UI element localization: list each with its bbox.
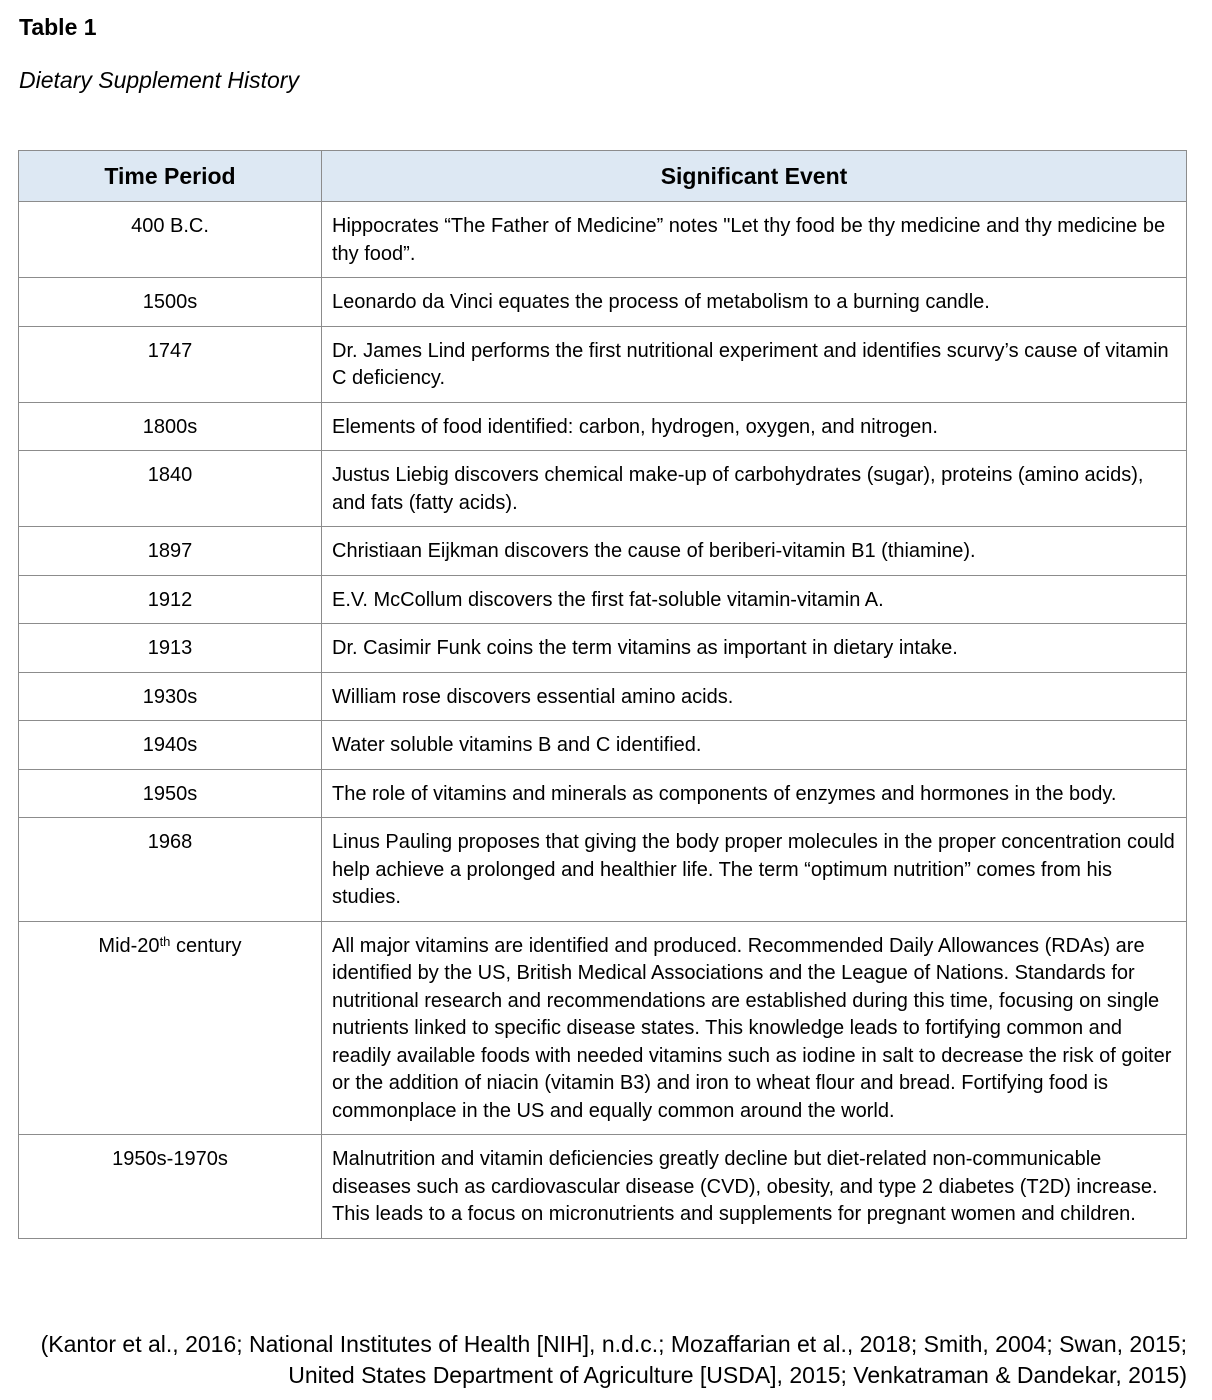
table-title: Dietary Supplement History bbox=[19, 67, 299, 93]
event-cell: Leonardo da Vinci equates the process of metabolism to a burning candle. bbox=[322, 278, 1187, 327]
table-row bbox=[19, 527, 1187, 576]
event-cell: Elements of food identified: carbon, hydrogen, oxygen, and nitrogen. bbox=[322, 402, 1187, 451]
event-cell: Dr. James Lind performs the first nutritional experiment and identifies scurvy’s cause of vitamin C deficiency. bbox=[322, 326, 1187, 402]
table-row bbox=[19, 1135, 1187, 1239]
event-cell: Water soluble vitamins B and C identified. bbox=[322, 721, 1187, 770]
time-period-cell: 400 B.C. bbox=[19, 202, 322, 278]
time-period-cell: 1950s bbox=[19, 769, 322, 818]
period-prefix: Mid-20 bbox=[98, 934, 160, 957]
table-row bbox=[19, 769, 1187, 818]
time-period-cell: 1950s-1970s bbox=[19, 1135, 322, 1239]
time-period-cell: 1968 bbox=[19, 818, 322, 922]
table-row bbox=[19, 721, 1187, 770]
time-period-cell: 1940s bbox=[19, 721, 322, 770]
event-cell: Hippocrates “The Father of Medicine” notes "Let thy food be thy medicine and thy medicine be thy food”. bbox=[322, 202, 1187, 278]
time-period-cell: 1500s bbox=[19, 278, 322, 327]
table-row bbox=[19, 202, 1187, 278]
column-header-significant-event: Significant Event bbox=[322, 151, 1187, 202]
event-cell: Dr. Casimir Funk coins the term vitamins as important in dietary intake. bbox=[322, 624, 1187, 673]
event-cell: E.V. McCollum discovers the first fat-soluble vitamin-vitamin A. bbox=[322, 575, 1187, 624]
table-label: Table 1 bbox=[19, 14, 97, 40]
time-period-cell: 1913 bbox=[19, 624, 322, 673]
event-cell: William rose discovers essential amino acids. bbox=[322, 672, 1187, 721]
table-row bbox=[19, 451, 1187, 527]
period-superscript: th bbox=[159, 933, 171, 949]
table-row bbox=[19, 575, 1187, 624]
table-row bbox=[19, 326, 1187, 402]
event-cell: All major vitamins are identified and produced. Recommended Daily Allowances (RDAs) are identified by the US, British Medical Associations and the League of Nations. Standards for nutritional research and recommendations are established during this time, focusing on single nutrients linked to specific disease states. This knowledge leads to fortifying common and readily available foods with needed vitamins such as iodine in salt to decrease the risk of goiter or the addition of niacin (vitamin B3) and iron to wheat flour and bread. Fortifying food is commonplace in the US and equally common around the world. bbox=[322, 921, 1187, 1135]
period-suffix: century bbox=[170, 934, 242, 957]
event-cell: Justus Liebig discovers chemical make-up of carbohydrates (sugar), proteins (amino acids), and fats (fatty acids). bbox=[322, 451, 1187, 527]
event-cell: Christiaan Eijkman discovers the cause of beriberi-vitamin B1 (thiamine). bbox=[322, 527, 1187, 576]
time-period-cell: 1930s bbox=[19, 672, 322, 721]
table-row bbox=[19, 921, 1187, 1135]
citation: (Kantor et al., 2016; National Institutes of Health [NIH], n.d.c.; Mozaffarian et al., 2018; Smith, 2004; Swan, 2015; United States Department of Agriculture [USDA], 2015; Venkatraman & Dandekar, 2015) bbox=[40, 1331, 1187, 1388]
table-row bbox=[19, 818, 1187, 922]
event-cell: Linus Pauling proposes that giving the body proper molecules in the proper concentration could help achieve a prolonged and healthier life. The term “optimum nutrition” comes from his studies. bbox=[322, 818, 1187, 922]
event-cell: The role of vitamins and minerals as components of enzymes and hormones in the body. bbox=[322, 769, 1187, 818]
history-table bbox=[18, 150, 1187, 1239]
event-cell: Malnutrition and vitamin deficiencies greatly decline but diet-related non-communicable diseases such as cardiovascular disease (CVD), obesity, and type 2 diabetes (T2D) increase. This leads to a focus on micronutrients and supplements for pregnant women and children. bbox=[322, 1135, 1187, 1239]
time-period-cell: 1747 bbox=[19, 326, 322, 402]
time-period-cell: 1897 bbox=[19, 527, 322, 576]
time-period-cell: 1840 bbox=[19, 451, 322, 527]
table-row bbox=[19, 402, 1187, 451]
time-period-cell: 1800s bbox=[19, 402, 322, 451]
time-period-cell: 1912 bbox=[19, 575, 322, 624]
table-row bbox=[19, 672, 1187, 721]
table-row bbox=[19, 278, 1187, 327]
time-period-cell bbox=[19, 921, 322, 1135]
header-row bbox=[19, 151, 1187, 202]
column-header-time-period: Time Period bbox=[19, 151, 322, 202]
table-row bbox=[19, 624, 1187, 673]
